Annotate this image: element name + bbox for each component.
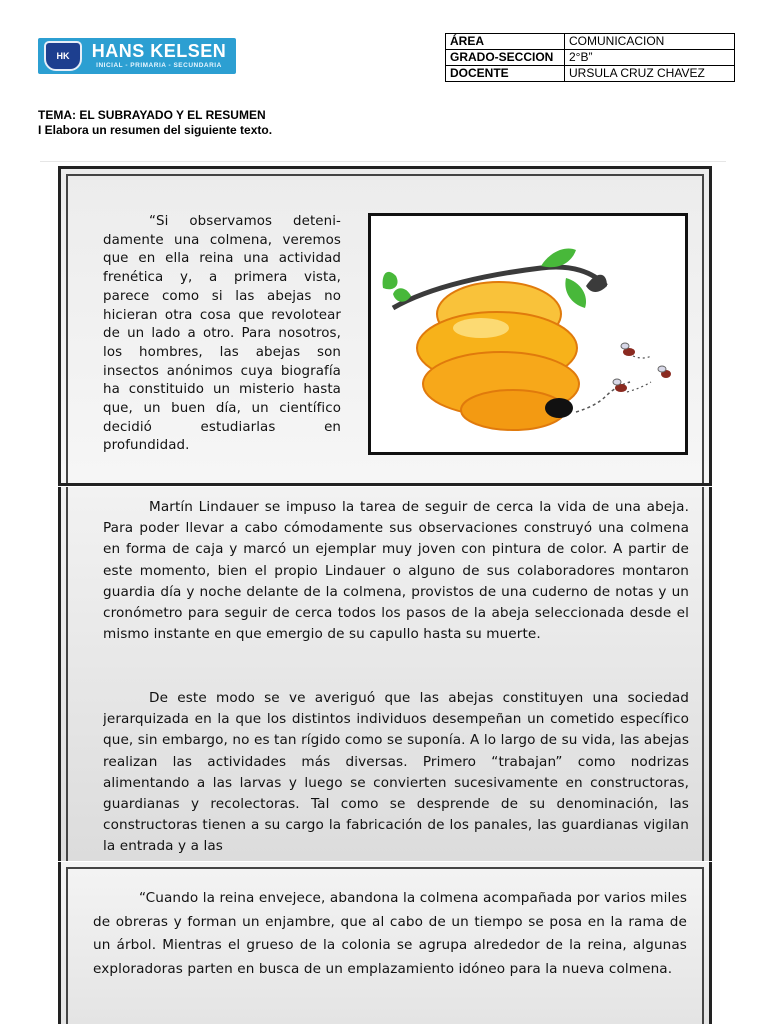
- beehive-illustration: [371, 216, 685, 452]
- school-logo: [38, 38, 236, 74]
- teacher-value: URSULA CRUZ CHAVEZ: [565, 66, 735, 82]
- reading-paragraph-1: “Si observamos deteni-damente una colmena, veremos que en ella reina una actividad frenética y, a primera vista, parece como si las abejas no hicieran otra cosa que revolotear de un lado a otro. Para nosotros, los hombres, las abejas son insectos anónimos cuya biografía ha constituido un misterio hasta que, un buen día, un científico decidió estudiarlas en profundidad.: [103, 214, 341, 454]
- course-info-table: [445, 33, 735, 82]
- area-value: COMUNICACION: [565, 34, 735, 50]
- teacher-label: DOCENTE: [446, 66, 565, 82]
- table-row: [446, 34, 735, 50]
- school-name: HANS KELSEN: [91, 41, 227, 61]
- divider: [40, 161, 726, 162]
- leaf-icon: [383, 272, 398, 289]
- reading-paragraph-4: “Cuando la reina envejece, abandona la colmena acompañada por varios miles de obreras y forman un enjambre, que al cabo de un tiempo se posa en la rama de un árbol. Mientras el grueso de la colonia se agrupa alrededor de la reina, algunas exploradoras parten en busca de un emplazamiento idóneo para la nueva colmena.: [93, 890, 687, 977]
- reading-paragraph-2: Martín Lindauer se impuso la tarea de seguir de cerca la vida de una abeja. Para poder llevar a cabo cómodamente sus observaciones construyó una colmena en forma de caja y marcó un ejemplar muy joven con pintura de color. A partir de este momento, bien el propio Lindauer o alguno de sus colaboradores montaron guardia día y noche delante de la colmena, provistos de una cuderno de notas y un cronómetro para seguir de cerca todos los pasos de la abeja seleccionada desde el mismo instante en que emergio de su capullo hasta su muerte.: [103, 499, 689, 643]
- leaf-icon: [541, 249, 576, 268]
- topic-title: TEMA: EL SUBRAYADO Y EL RESUMEN: [38, 108, 266, 122]
- table-row: [446, 50, 735, 66]
- table-row: [446, 66, 735, 82]
- bee-icon: [658, 366, 671, 378]
- instruction-text: I Elabora un resumen del siguiente texto.: [38, 123, 273, 137]
- school-emblem-icon: [44, 41, 82, 71]
- area-label: ÁREA: [446, 34, 565, 50]
- logo-text: [88, 42, 230, 70]
- emblem-text: HK: [56, 51, 70, 61]
- reading-paragraph-3: De este modo se ve averiguó que las abejas constituyen una sociedad jerarquizada en la que los distintos individuos desempeñan un cometido específico que, sin embargo, no es tan rígido como se suponía. A lo largo de su vida, las abejas realizan las actividades más diversas. Primero “trabajan” como nodrizas alimentando a las larvas y luego se convierten sucesivamente en constructoras, guardianas y recolectoras. Tal como se desprende de su denominación, las constructoras tienen a su cargo la fabricación de los panales, las guardianas vigilan la entrada y a las: [103, 690, 689, 855]
- beehive-icon: [417, 282, 579, 430]
- leaf-icon: [565, 278, 586, 308]
- school-levels: INICIAL - PRIMARIA - SECUNDARIA: [96, 62, 222, 69]
- beehive-picture-frame: [368, 213, 688, 455]
- hive-entrance-icon: [545, 398, 573, 418]
- bee-icon: [613, 379, 627, 392]
- leaf-icon: [586, 275, 607, 292]
- grade-section-value: 2°B”: [565, 50, 735, 66]
- grade-section-label: GRADO-SECCION: [446, 50, 565, 66]
- bee-icon: [621, 343, 635, 356]
